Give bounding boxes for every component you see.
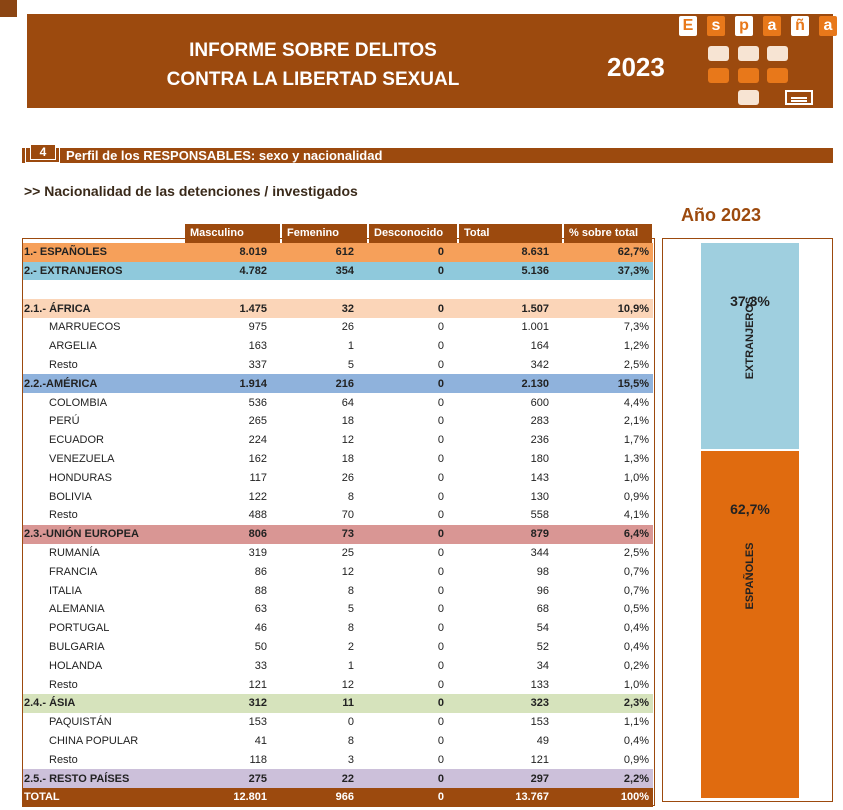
cell-total: 1.507: [458, 299, 563, 318]
cell-total: 180: [530, 452, 549, 465]
cell-total: 96: [536, 584, 549, 597]
logo-square: [738, 68, 759, 83]
cell-femenino: 18: [341, 415, 354, 428]
cell-percent: 0,4%: [623, 640, 649, 653]
cell-desconocido: 0: [368, 299, 458, 318]
report-title-line1: INFORME SOBRE DELITOS: [189, 40, 437, 61]
cell-femenino: 26: [341, 471, 354, 484]
table-row: [22, 318, 653, 337]
cell-total: 52: [536, 640, 549, 653]
cell-desconocido: 0: [368, 769, 458, 788]
cell-percent: 4,1%: [623, 509, 649, 522]
cell-masculino: 319: [248, 546, 267, 559]
cell-total: 236: [530, 434, 549, 447]
cell-masculino: 488: [248, 509, 267, 522]
cell-percent: 0,9%: [623, 753, 649, 766]
cell-desconocido: 0: [437, 584, 444, 597]
cell-femenino: 612: [281, 243, 368, 262]
cell-total: 344: [530, 546, 549, 559]
cell-femenino: 2: [347, 640, 354, 653]
cell-masculino: 224: [248, 434, 267, 447]
cell-desconocido: 0: [437, 434, 444, 447]
cell-masculino: 118: [249, 753, 267, 766]
table-row: [22, 299, 653, 318]
logo-letter: a: [763, 16, 781, 36]
cell-masculino: 1.475: [185, 299, 281, 318]
row-label: 1.- ESPAÑOLES: [22, 243, 185, 262]
row-label: ARGELIA: [49, 340, 97, 353]
cell-femenino: 12: [341, 434, 354, 447]
table-header-row: [22, 224, 653, 243]
cell-percent: 0,9%: [623, 490, 649, 503]
table-row: [22, 431, 653, 450]
cell-percent: 0,4%: [623, 734, 649, 747]
cell-femenino: 8: [347, 490, 354, 503]
cell-femenino: 73: [281, 525, 368, 544]
cell-total: 1.001: [521, 321, 549, 334]
table-row: [22, 450, 653, 469]
cell-desconocido: 0: [437, 415, 444, 428]
cell-femenino: 70: [341, 509, 354, 522]
report-title: [125, 36, 501, 94]
logo-square: [708, 68, 729, 83]
table-total-row: [22, 788, 653, 807]
logo-square: [708, 46, 729, 61]
table-row: [22, 600, 653, 619]
cell-desconocido: 0: [437, 753, 444, 766]
row-label: CHINA POPULAR: [49, 734, 139, 747]
section-number: 4: [30, 144, 56, 160]
logo-letter: E: [679, 16, 697, 36]
cell-masculino: 63: [254, 603, 267, 616]
cell-total: 98: [536, 565, 549, 578]
cell-femenino: 1: [347, 659, 354, 672]
table-row: [22, 732, 653, 751]
cell-femenino: 25: [341, 546, 354, 559]
cell-femenino: 5: [347, 603, 354, 616]
row-label: Resto: [49, 358, 78, 371]
cell-total: 121: [530, 753, 549, 766]
cell-percent: 15,5%: [563, 374, 653, 393]
cell-percent: 62,7%: [563, 243, 653, 262]
cell-masculino: 12.801: [185, 788, 281, 807]
report-title-line2: CONTRA LA LIBERTAD SEXUAL: [166, 69, 460, 90]
spacer-row: [22, 280, 653, 299]
logo-square: [767, 46, 788, 61]
cell-percent: 2,3%: [563, 694, 653, 713]
cell-femenino: 216: [281, 374, 368, 393]
cell-total: 2.130: [458, 374, 563, 393]
data-label-extranjeros: 37,3%: [730, 293, 770, 309]
cell-desconocido: 0: [437, 659, 444, 672]
logo-letter: ñ: [791, 16, 809, 36]
table-row: [22, 525, 653, 544]
series-label-extranjeros: EXTRANJEROS: [744, 296, 756, 380]
row-label: PORTUGAL: [49, 622, 110, 635]
cell-masculino: 312: [185, 694, 281, 713]
cell-desconocido: 0: [437, 622, 444, 635]
table-row: [22, 468, 653, 487]
cell-masculino: 117: [249, 471, 267, 484]
section-title: Perfil de los RESPONSABLES: sexo y nacionalidad: [66, 148, 383, 163]
cell-masculino: 41: [254, 734, 267, 747]
cell-masculino: 8.019: [185, 243, 281, 262]
data-label-espanoles: 62,7%: [730, 501, 770, 518]
cell-total: 68: [536, 603, 549, 616]
cell-femenino: 12: [341, 678, 354, 691]
logo-square: [738, 46, 759, 61]
cell-total: 879: [458, 525, 563, 544]
table-row: [22, 506, 653, 525]
row-label: PAQUISTÁN: [49, 716, 112, 729]
cell-total: 600: [530, 396, 549, 409]
table-row: [22, 243, 653, 262]
cell-percent: 0,4%: [623, 622, 649, 635]
row-label: ITALIA: [49, 584, 82, 597]
section-number-box: [25, 130, 60, 163]
cell-femenino: 5: [347, 358, 354, 371]
cell-total: 143: [530, 471, 549, 484]
logo-letter: s: [707, 16, 725, 36]
cell-masculino: 806: [185, 525, 281, 544]
cell-percent: 0,5%: [623, 603, 649, 616]
logo-letter: p: [735, 16, 753, 36]
logo-square: [738, 90, 759, 105]
header-blank: [22, 224, 185, 243]
cell-percent: 2,5%: [623, 358, 649, 371]
cell-total: 49: [536, 734, 549, 747]
series-label-espanoles: ESPAÑOLES: [744, 542, 756, 610]
cell-desconocido: 0: [437, 546, 444, 559]
cell-percent: 2,5%: [623, 546, 649, 559]
cell-femenino: 354: [281, 262, 368, 281]
table-row: [22, 337, 653, 356]
row-label: MARRUECOS: [49, 321, 121, 334]
logo-square: [767, 68, 788, 83]
cell-masculino: 275: [185, 769, 281, 788]
cell-masculino: 86: [254, 565, 267, 578]
cell-desconocido: 0: [437, 471, 444, 484]
table-row: [22, 675, 653, 694]
table-row: [22, 356, 653, 375]
table-subtitle: >> Nacionalidad de las detenciones / investigados: [24, 183, 358, 199]
row-label: Resto: [49, 509, 78, 522]
row-label: 2.2.-AMÉRICA: [22, 374, 185, 393]
cell-masculino: 163: [248, 340, 267, 353]
column-header: Total: [458, 224, 563, 243]
cell-total: 8.631: [458, 243, 563, 262]
cell-total: 323: [458, 694, 563, 713]
cell-masculino: 122: [248, 490, 267, 503]
cell-femenino: 8: [347, 622, 354, 635]
table-row: [22, 694, 653, 713]
cell-percent: 1,7%: [623, 434, 649, 447]
cell-total: 54: [536, 622, 549, 635]
cell-percent: 10,9%: [563, 299, 653, 318]
cell-femenino: 3: [347, 753, 354, 766]
cell-percent: 1,0%: [623, 471, 649, 484]
cell-desconocido: 0: [368, 374, 458, 393]
row-label: RUMANÍA: [49, 546, 100, 559]
table-row: [22, 769, 653, 788]
row-label: ECUADOR: [49, 434, 105, 447]
row-label: 2.5.- RESTO PAÍSES: [22, 769, 185, 788]
cell-femenino: 12: [341, 565, 354, 578]
table-row: [22, 619, 653, 638]
cell-masculino: 50: [254, 640, 267, 653]
cell-femenino: 0: [347, 716, 354, 729]
cell-desconocido: 0: [437, 565, 444, 578]
table-row: [22, 544, 653, 563]
row-label: PERÚ: [49, 415, 80, 428]
cell-masculino: 153: [248, 716, 267, 729]
row-label: VENEZUELA: [49, 452, 115, 465]
cell-total: 5.136: [458, 262, 563, 281]
cell-masculino: 33: [254, 659, 267, 672]
cell-masculino: 337: [248, 358, 267, 371]
cell-desconocido: 0: [437, 396, 444, 409]
cell-femenino: 32: [281, 299, 368, 318]
table-row: [22, 393, 653, 412]
cell-percent: 1,2%: [623, 340, 649, 353]
espana-logo: [679, 16, 837, 36]
table-row: [22, 374, 653, 393]
cell-percent: 2,1%: [623, 415, 649, 428]
cell-femenino: 18: [341, 452, 354, 465]
table-row: [22, 581, 653, 600]
cell-total: 130: [530, 490, 549, 503]
cell-percent: 0,7%: [623, 565, 649, 578]
cell-femenino: 8: [347, 584, 354, 597]
cell-masculino: 536: [248, 396, 267, 409]
cell-femenino: 64: [341, 396, 354, 409]
row-label: 2.3.-UNIÓN EUROPEA: [22, 525, 185, 544]
column-header: Femenino: [281, 224, 368, 243]
table-row: [22, 656, 653, 675]
cell-masculino: 1.914: [185, 374, 281, 393]
cell-total: 342: [530, 358, 549, 371]
cell-desconocido: 0: [368, 243, 458, 262]
cell-percent: 37,3%: [563, 262, 653, 281]
cell-desconocido: 0: [437, 340, 444, 353]
cell-femenino: 26: [341, 321, 354, 334]
cell-percent: 0,2%: [623, 659, 649, 672]
row-label: ALEMANIA: [49, 603, 105, 616]
nationality-table: [22, 224, 654, 807]
table-row: [22, 412, 653, 431]
table-row: [22, 487, 653, 506]
cell-masculino: 88: [254, 584, 267, 597]
cell-femenino: 966: [281, 788, 368, 807]
cell-total: 558: [530, 509, 549, 522]
cell-femenino: 1: [347, 340, 354, 353]
cell-desconocido: 0: [437, 734, 444, 747]
cell-percent: 0,7%: [623, 584, 649, 597]
column-header: Masculino: [185, 224, 281, 243]
chart-title: Año 2023: [681, 205, 762, 225]
cell-percent: 7,3%: [623, 321, 649, 334]
cell-desconocido: 0: [437, 452, 444, 465]
row-label: BULGARIA: [49, 640, 105, 653]
flag-icon: [785, 90, 813, 105]
cell-femenino: 11: [281, 694, 368, 713]
cell-masculino: 265: [248, 415, 267, 428]
report-header: [27, 14, 833, 108]
cell-desconocido: 0: [437, 640, 444, 653]
cell-masculino: 975: [248, 321, 267, 334]
cell-percent: 6,4%: [563, 525, 653, 544]
cell-masculino: 121: [248, 678, 267, 691]
row-label: Resto: [49, 753, 78, 766]
row-label: COLOMBIA: [49, 396, 108, 409]
corner-mark: [0, 0, 17, 17]
column-header: % sobre total: [563, 224, 653, 243]
cell-masculino: 4.782: [185, 262, 281, 281]
cell-desconocido: 0: [437, 716, 444, 729]
stacked-bar-chart: [662, 238, 833, 802]
cell-percent: 1,3%: [623, 452, 649, 465]
row-label: TOTAL: [22, 788, 185, 807]
row-label: HONDURAS: [49, 471, 112, 484]
row-label: HOLANDA: [49, 659, 103, 672]
cell-desconocido: 0: [437, 358, 444, 371]
cell-percent: 100%: [563, 788, 653, 807]
cell-percent: 2,2%: [563, 769, 653, 788]
cell-total: 164: [530, 340, 549, 353]
table-row: [22, 262, 653, 281]
cell-desconocido: 0: [368, 788, 458, 807]
cell-desconocido: 0: [437, 509, 444, 522]
report-year: 2023: [607, 52, 665, 82]
cell-percent: 1,0%: [623, 678, 649, 691]
table-row: [22, 750, 653, 769]
cell-desconocido: 0: [368, 694, 458, 713]
table-row: [22, 562, 653, 581]
row-label: Resto: [49, 678, 78, 691]
cell-total: 13.767: [458, 788, 563, 807]
cell-femenino: 22: [281, 769, 368, 788]
row-label: 2.1.- ÁFRICA: [22, 299, 185, 318]
logo-letter: a: [819, 16, 837, 36]
cell-total: 34: [536, 659, 549, 672]
row-label: 2.- EXTRANJEROS: [22, 262, 185, 281]
cell-desconocido: 0: [368, 525, 458, 544]
cell-desconocido: 0: [437, 603, 444, 616]
cell-total: 133: [530, 678, 549, 691]
row-label: FRANCIA: [49, 565, 98, 578]
cell-percent: 1,1%: [623, 716, 649, 729]
cell-total: 153: [530, 716, 549, 729]
cell-desconocido: 0: [437, 321, 444, 334]
cell-masculino: 46: [254, 622, 267, 635]
row-label: BOLIVIA: [49, 490, 92, 503]
cell-femenino: 8: [347, 734, 354, 747]
cell-total: 283: [530, 415, 549, 428]
cell-desconocido: 0: [368, 262, 458, 281]
column-header: Desconocido: [368, 224, 458, 243]
row-label: 2.4.- ÁSIA: [22, 694, 185, 713]
cell-desconocido: 0: [437, 490, 444, 503]
cell-total: 297: [458, 769, 563, 788]
table-row: [22, 638, 653, 657]
table-row: [22, 713, 653, 732]
cell-desconocido: 0: [437, 678, 444, 691]
cell-percent: 4,4%: [623, 396, 649, 409]
cell-masculino: 162: [248, 452, 267, 465]
